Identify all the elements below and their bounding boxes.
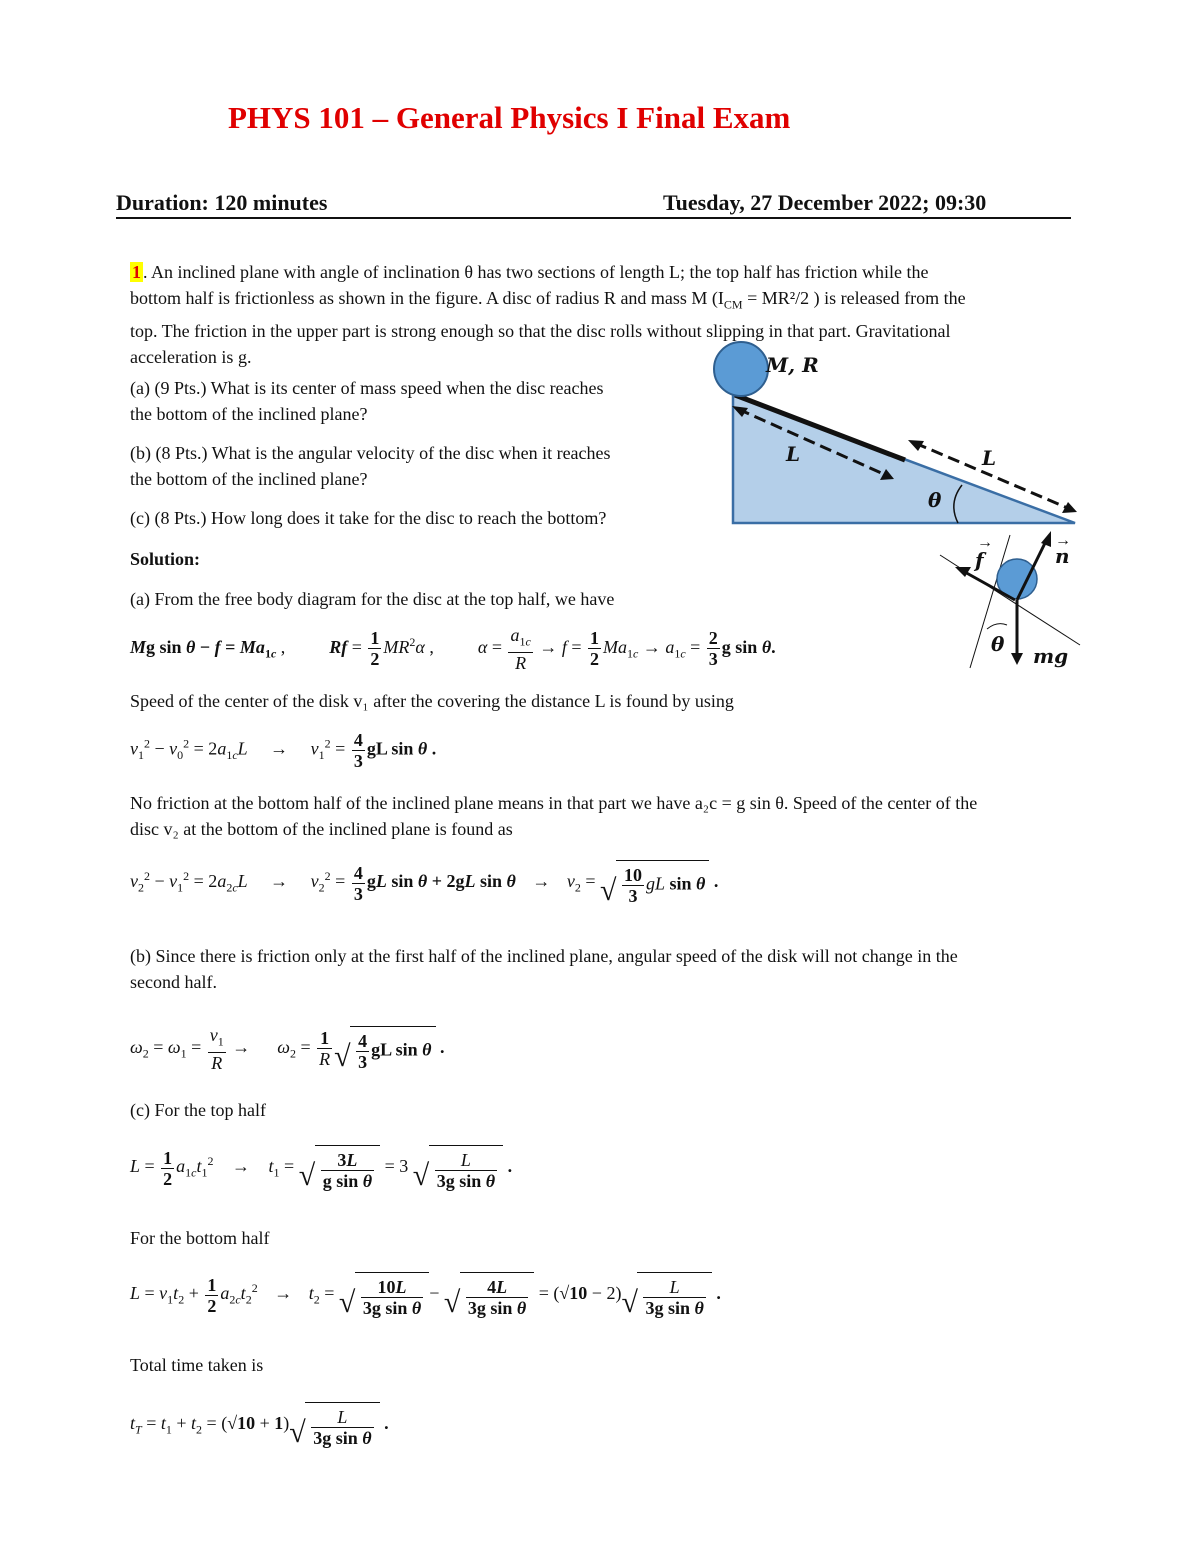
solution-heading: Solution: (130, 549, 201, 569)
equation-v2: $v_2^2 - v_1^2 = 2a_{2c}L \to v_2^2$ = $\frac{4}{3}$ gL sin θ + 2gL $\sin \theta \to v_2$ = √ $\frac{10}{3}$ gL sin θ . (130, 860, 718, 906)
solution-c-bottom: For the bottom half (130, 1228, 270, 1248)
label-n: n (1055, 544, 1070, 568)
part-a-line-1: (a) (9 Pts.) What is its center of mass speed when the disc reaches (130, 378, 604, 398)
part-c: (c) (8 Pts.) How long does it take for the disc to reach the bottom? (130, 508, 607, 528)
part-b-line-1: (b) (8 Pts.) What is the angular velocity of the disc when it reaches (130, 443, 611, 463)
arrowhead (1011, 653, 1023, 665)
no-friction-line-2: disc v₂ at the bottom of the inclined plane is found as (130, 819, 513, 839)
label-mg: mg (1033, 644, 1069, 668)
exam-date: Tuesday, 27 December 2022; 09:30 (663, 190, 987, 215)
part-a-line-2: the bottom of the inclined plane? (130, 404, 368, 424)
solution-no-friction (130, 790, 977, 842)
b-text-line-1: (b) Since there is friction only at the first half of the inclined plane, angular speed of the disk will not change in the (130, 946, 958, 966)
equation-omega: $\omega_2 = \omega_1$ = $\frac{v_1}{R}$ → $\omega_2$ = $\frac{1}{R}$ √ $\frac{4}{3}$ gL sin θ . (130, 1025, 445, 1073)
duration: Duration: 120 minutes (116, 190, 328, 215)
vector-arrow-f: → (977, 534, 993, 551)
intro-line-2-sub: CM (723, 297, 743, 312)
part-a (130, 375, 604, 427)
b-text-line-2: second half. (130, 972, 217, 992)
solution-b-text (130, 943, 958, 995)
intro-line-2: bottom half is frictionless as shown in the figure. A disc of radius R and mass M (I (130, 288, 724, 308)
fbd-label-theta: θ (991, 632, 1005, 656)
part-b-line-2: the bottom of the inclined plane? (130, 469, 368, 489)
solution-c-total: Total time taken is (130, 1355, 264, 1375)
free-body-diagram (935, 525, 1095, 675)
intro-line-2-end: = MR²/2 ) is released from the (742, 288, 966, 308)
exam-title: PHYS 101 – General Physics I Final Exam (228, 100, 791, 135)
fbd-angle-arc (987, 624, 1007, 629)
label-theta: θ (928, 488, 942, 512)
equation-forces: Mg $\sin \theta - f = Ma_{1c}$ , Rf = $\frac{1}{2}$ $MR^2\alpha$ , α = $\frac{a_{1c}}{R}$ → f = $\frac{1}{2}$ $Ma_{1c} \to a_{1c}$ = $\frac{2}{3}$ g sin θ. (130, 625, 776, 673)
equation-t1: L = $\frac{1}{2}$ $a_{1c}t_1^2 \to t_1$ = √ $\frac{3L}{\text{g sin θ}}$ = 3 √ $\frac{L}{\text{3g sin θ}}$ . (130, 1145, 512, 1191)
header-rule (116, 217, 1071, 219)
vector-arrow-n: → (1055, 532, 1071, 549)
solution-c-top: (c) For the top half (130, 1100, 266, 1120)
disc (714, 342, 768, 396)
label-f: f (975, 548, 984, 572)
incline-figure (700, 335, 1100, 535)
intro-line-1: . An inclined plane with angle of inclination θ has two sections of length L; the top half has friction while the (143, 262, 929, 282)
equation-v1: $v_1^2 - v_0^2 = 2a_{1c}L \to v_1^2$ = $\frac{4}{3}$ gL sin θ . (130, 730, 437, 771)
arrowhead (1041, 531, 1051, 547)
solution-a-intro: (a) From the free body diagram for the disc at the top half, we have (130, 589, 615, 609)
label-mass-radius: M, R (766, 353, 819, 377)
solution-speed-text: Speed of the center of the disk v₁ after the covering the distance L is found by using (130, 691, 734, 711)
label-L-right: L (982, 446, 997, 470)
label-L-left: L (786, 442, 801, 466)
question-number: 1 (132, 262, 141, 282)
equation-total-time: $t_T = t_1 + t_2 = (√10 + 1)$ √ $\frac{L}{\text{3g sin θ}}$ . (130, 1402, 389, 1448)
intro-line-4: acceleration is g. (130, 346, 252, 367)
part-b (130, 440, 611, 492)
equation-t2: $L = v_1t_2$ + $\frac{1}{2}$ $a_{2c}t_2^2 \to t_2$ = √ $\frac{10L}{\text{3g sin θ}}$ − √ $\frac{4L}{\text{3g sin θ}}$ = (√10 − 2) √ $\frac{L}{\text{3g sin θ}}$ . (130, 1272, 721, 1318)
intro-line-3: top. The friction in the upper part is strong enough so that the disc rolls without slipping in that part. Gravitational (130, 320, 951, 341)
no-friction-line-1: No friction at the bottom half of the inclined plane means in that part we have a₂c = g sin θ. Speed of the center of the (130, 793, 978, 813)
